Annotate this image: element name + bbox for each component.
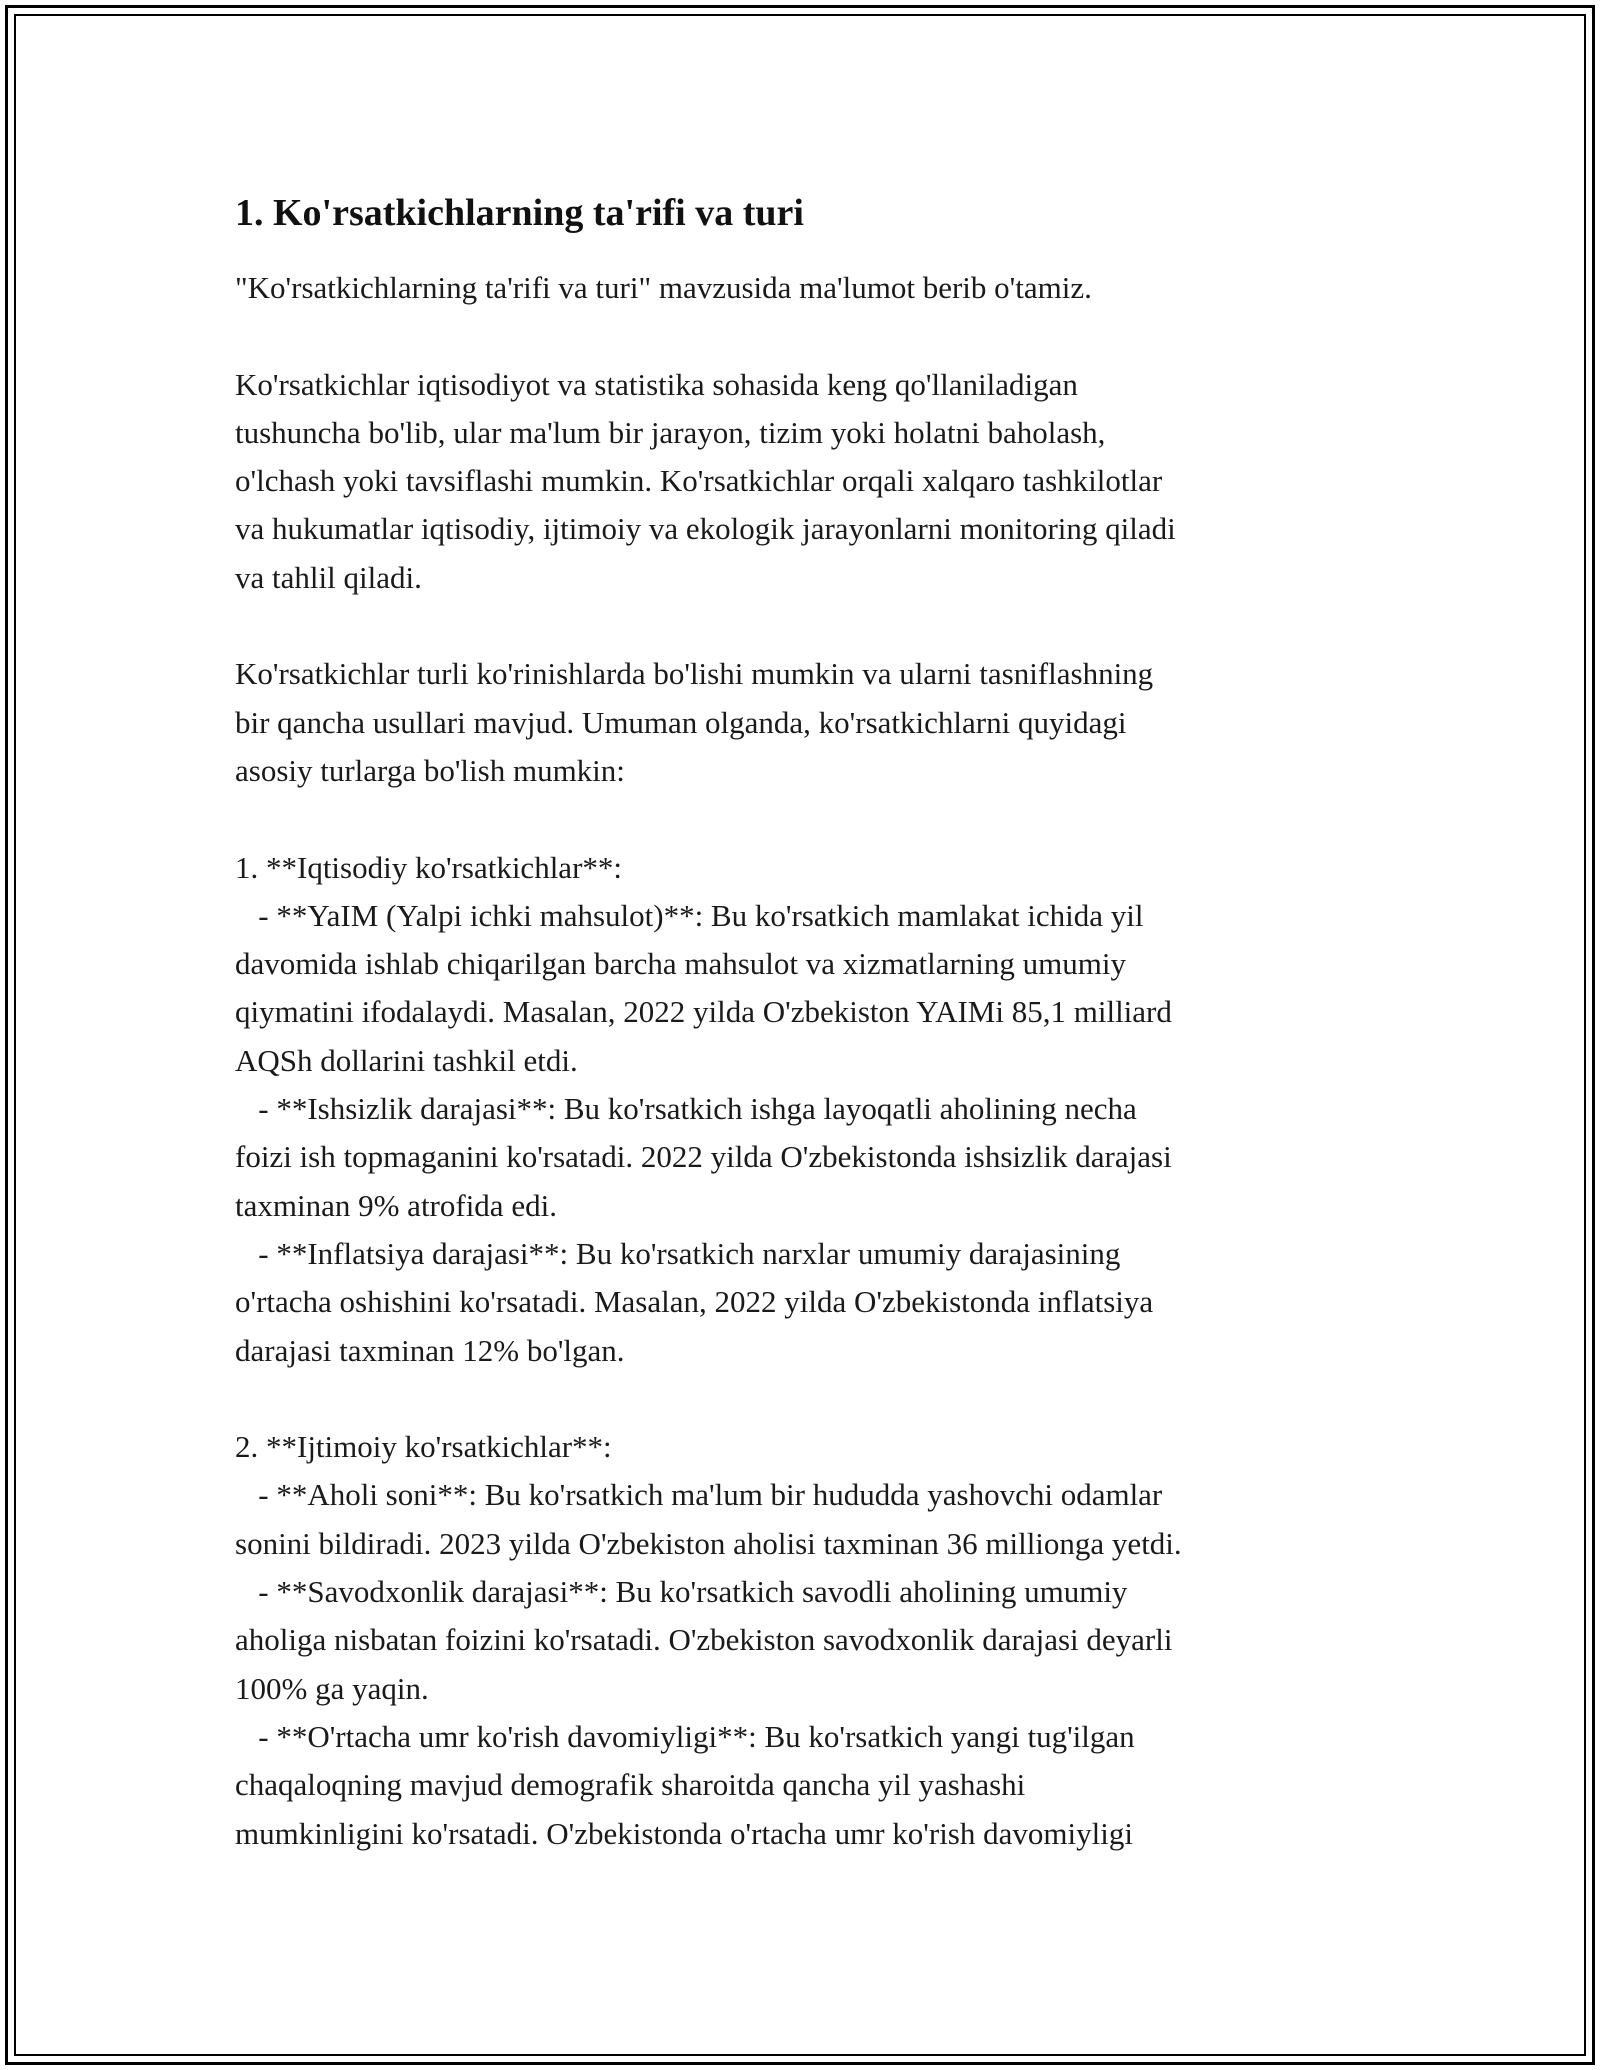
text-line: aholiga nisbatan foizini ko'rsatadi. O'zbekiston savodxonlik darajasi deyarli [235,1622,1173,1658]
text-line: va tahlil qiladi. [235,559,422,595]
text-line: - **Ishsizlik darajasi**: Bu ko'rsatkich ishga layoqatli aholining necha [235,1091,1137,1127]
text-line: mumkinligini ko'rsatadi. O'zbekistonda o'rtacha umr ko'rish davomiyligi [235,1815,1133,1851]
blank-line [235,795,1365,843]
document-body [235,188,1365,1858]
text-line: Ko'rsatkichlar iqtisodiyot va statistika sohasida keng qo'llaniladigan [235,366,1078,402]
text-line: - **YaIM (Yalpi ichki mahsulot)**: Bu ko'rsatkich mamlakat ichida yil [235,897,1144,933]
text-line: - **O'rtacha umr ko'rish davomiyligi**: Bu ko'rsatkich yangi tug'ilgan [235,1718,1135,1754]
text-line: foizi ish topmaganini ko'rsatadi. 2022 yilda O'zbekistonda ishsizlik darajasi [235,1139,1172,1175]
text-line: o'lchash yoki tavsiflashi mumkin. Ko'rsatkichlar orqali xalqaro tashkilotlar [235,463,1163,499]
blank-line [235,602,1365,650]
text-line: davomida ishlab chiqarilgan barcha mahsulot va xizmatlarning umumiy [235,946,1127,982]
text-line: AQSh dollarini tashkil etdi. [235,1042,578,1078]
text-line: - **Aholi soni**: Bu ko'rsatkich ma'lum bir hududda yashovchi odamlar [235,1477,1163,1513]
text-line: taxminan 9% atrofida edi. [235,1187,557,1223]
text-line: Ko'rsatkichlar turli ko'rinishlarda bo'lishi mumkin va ularni tasniflashning [235,656,1154,692]
text-line: - **Savodxonlik darajasi**: Bu ko'rsatkich savodli aholining umumiy [235,1574,1128,1610]
text-line: sonini bildiradi. 2023 yilda O'zbekiston aholisi taxminan 36 millionga yetdi. [235,1525,1182,1561]
document-title: 1. Ko'rsatkichlarning ta'rifi va turi [235,192,804,234]
blank-line [235,312,1365,360]
text-line: tushuncha bo'lib, ular ma'lum bir jarayon, tizim yoki holatni baholash, [235,414,1106,450]
text-line: - **Inflatsiya darajasi**: Bu ko'rsatkich narxlar umumiy darajasining [235,1235,1121,1271]
text-line: o'rtacha oshishini ko'rsatadi. Masalan, 2022 yilda O'zbekistonda inflatsiya [235,1284,1154,1320]
text-line: 1. **Iqtisodiy ko'rsatkichlar**: [235,849,623,885]
text-line: bir qancha usullari mavjud. Umuman olganda, ko'rsatkichlarni quyidagi [235,704,1127,740]
text-line: asosiy turlarga bo'lish mumkin: [235,752,625,788]
text-line: va hukumatlar iqtisodiy, ijtimoiy va ekologik jarayonlarni monitoring qiladi [235,511,1176,547]
text-line: darajasi taxminan 12% bo'lgan. [235,1332,625,1368]
document-text [235,264,1365,1858]
text-line: 100% ga yaqin. [235,1670,429,1706]
text-line: qiymatini ifodalaydi. Masalan, 2022 yilda O'zbekiston YAIMi 85,1 milliard [235,994,1172,1030]
text-line: 2. **Ijtimoiy ko'rsatkichlar**: [235,1429,612,1465]
text-line: chaqaloqning mavjud demografik sharoitda qancha yil yashashi [235,1767,1026,1803]
blank-line [235,1375,1365,1423]
text-line: "Ko'rsatkichlarning ta'rifi va turi" mavzusida ma'lumot berib o'tamiz. [235,270,1092,305]
